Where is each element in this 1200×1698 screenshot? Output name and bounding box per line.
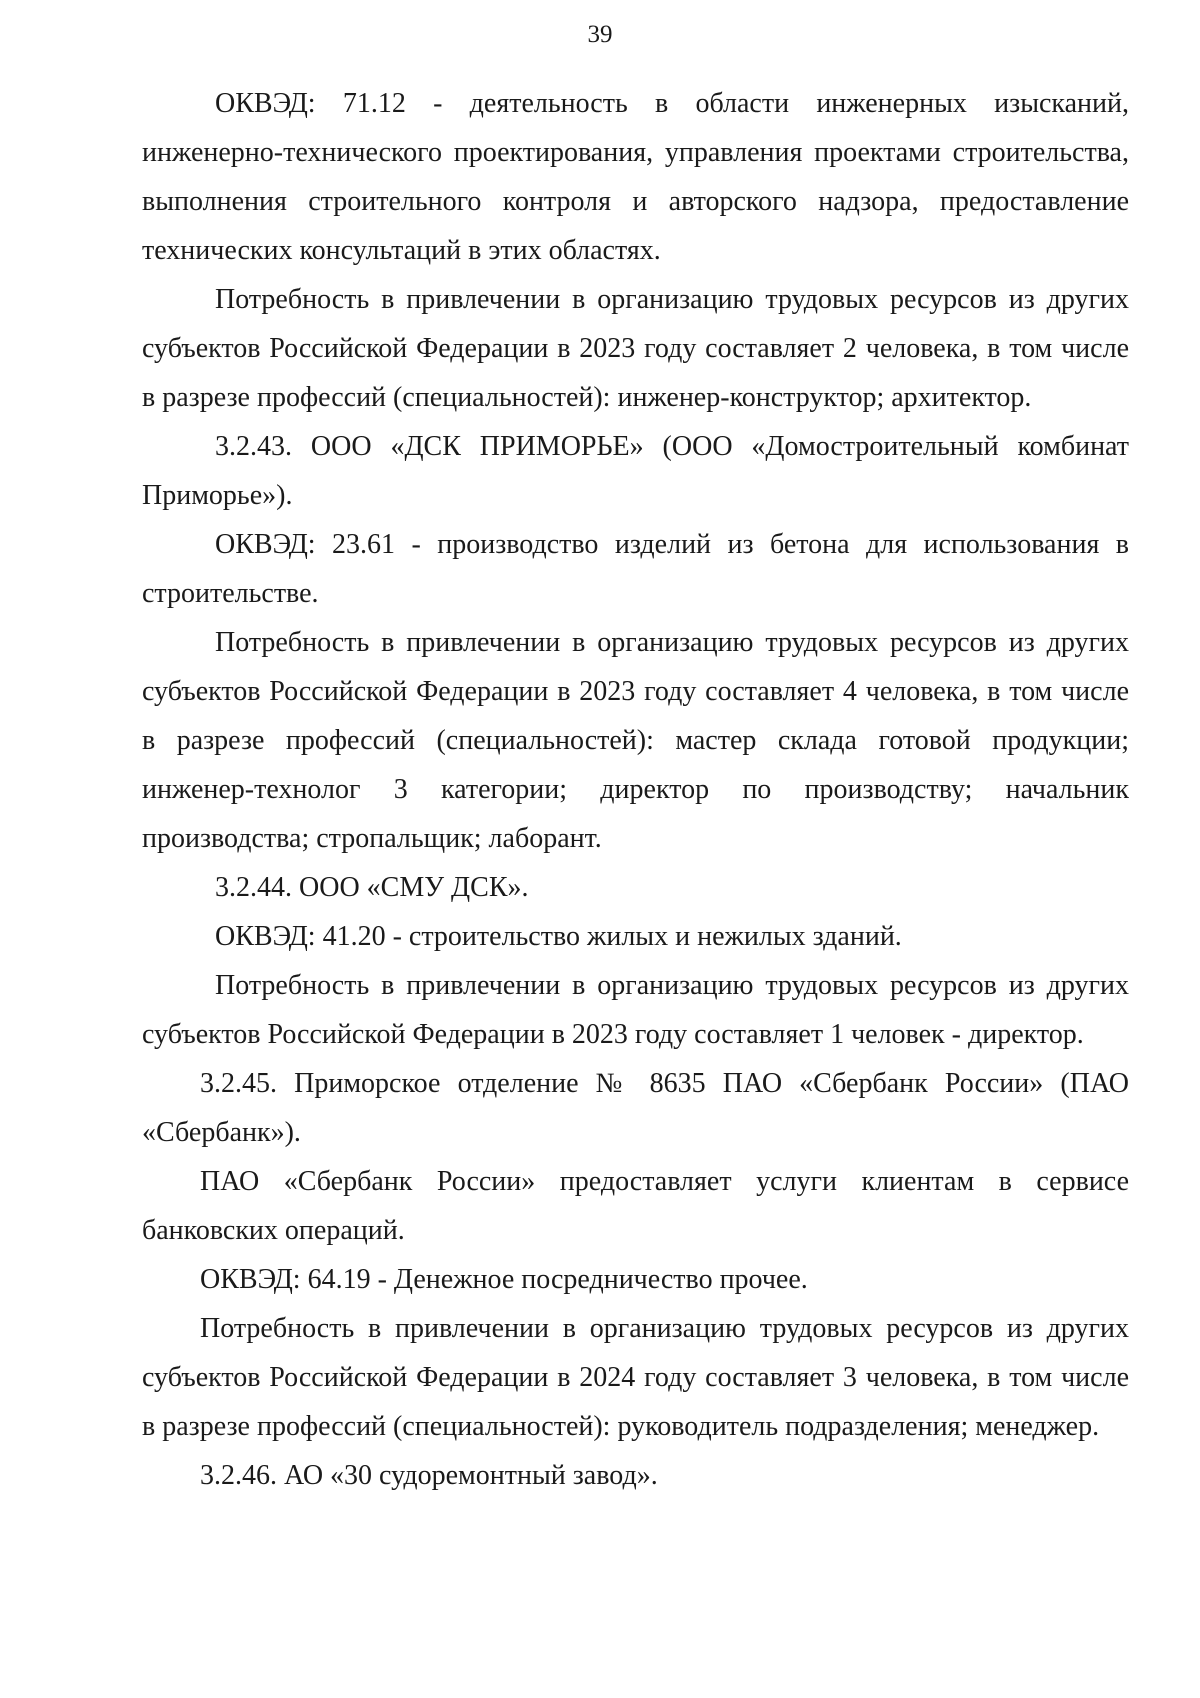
okved-71-12-paragraph: ОКВЭД: 71.12 - деятельность в области инженерных изысканий, инженерно-технического проектирования, управления проектами строительства, выполнения строительного контроля и авторского надзора, предоставление технических консультаций в этих областях.	[142, 88, 1129, 266]
document-body	[142, 79, 1129, 1500]
sberbank-services-paragraph: ПАО «Сбербанк России» предоставляет услуги клиентам в сервисе банковских операций.	[142, 1166, 1129, 1246]
labor-need-paragraph: Потребность в привлечении в организацию трудовых ресурсов из других субъектов Российской Федерации в 2023 году составляет 4 человека, в том числе в разрезе профессий (специальностей): мастер склада готовой продукции; инженер-технолог 3 категории; директор по производству; начальник производства; стропальщик; лаборант.	[142, 627, 1129, 854]
section-3-2-43-heading: 3.2.43. ООО «ДСК ПРИМОРЬЕ» (ООО «Домостроительный комбинат Приморье»).	[142, 431, 1129, 511]
page-number: 39	[587, 21, 613, 48]
labor-need-paragraph: Потребность в привлечении в организацию трудовых ресурсов из других субъектов Российской Федерации в 2023 году составляет 2 человека, в том числе в разрезе профессий (специальностей): инженер-конструктор; архитектор.	[142, 284, 1129, 413]
labor-need-paragraph: Потребность в привлечении в организацию трудовых ресурсов из других субъектов Российской Федерации в 2023 году составляет 1 человек - директор.	[142, 970, 1129, 1050]
okved-64-19-paragraph: ОКВЭД: 64.19 - Денежное посредничество прочее.	[200, 1264, 808, 1295]
labor-need-paragraph: Потребность в привлечении в организацию трудовых ресурсов из других субъектов Российской Федерации в 2024 году составляет 3 человека, в том числе в разрезе профессий (специальностей): руководитель подразделения; менеджер.	[142, 1313, 1129, 1442]
okved-41-20-paragraph: ОКВЭД: 41.20 - строительство жилых и нежилых зданий.	[215, 921, 902, 952]
section-3-2-44-heading: 3.2.44. ООО «СМУ ДСК».	[215, 872, 529, 903]
section-3-2-45-heading: 3.2.45. Приморское отделение № 8635 ПАО «Сбербанк России» (ПАО «Сбербанк»).	[142, 1068, 1129, 1148]
okved-23-61-paragraph: ОКВЭД: 23.61 - производство изделий из бетона для использования в строительстве.	[142, 529, 1129, 609]
section-3-2-46-heading: 3.2.46. АО «30 судоремонтный завод».	[200, 1460, 658, 1491]
